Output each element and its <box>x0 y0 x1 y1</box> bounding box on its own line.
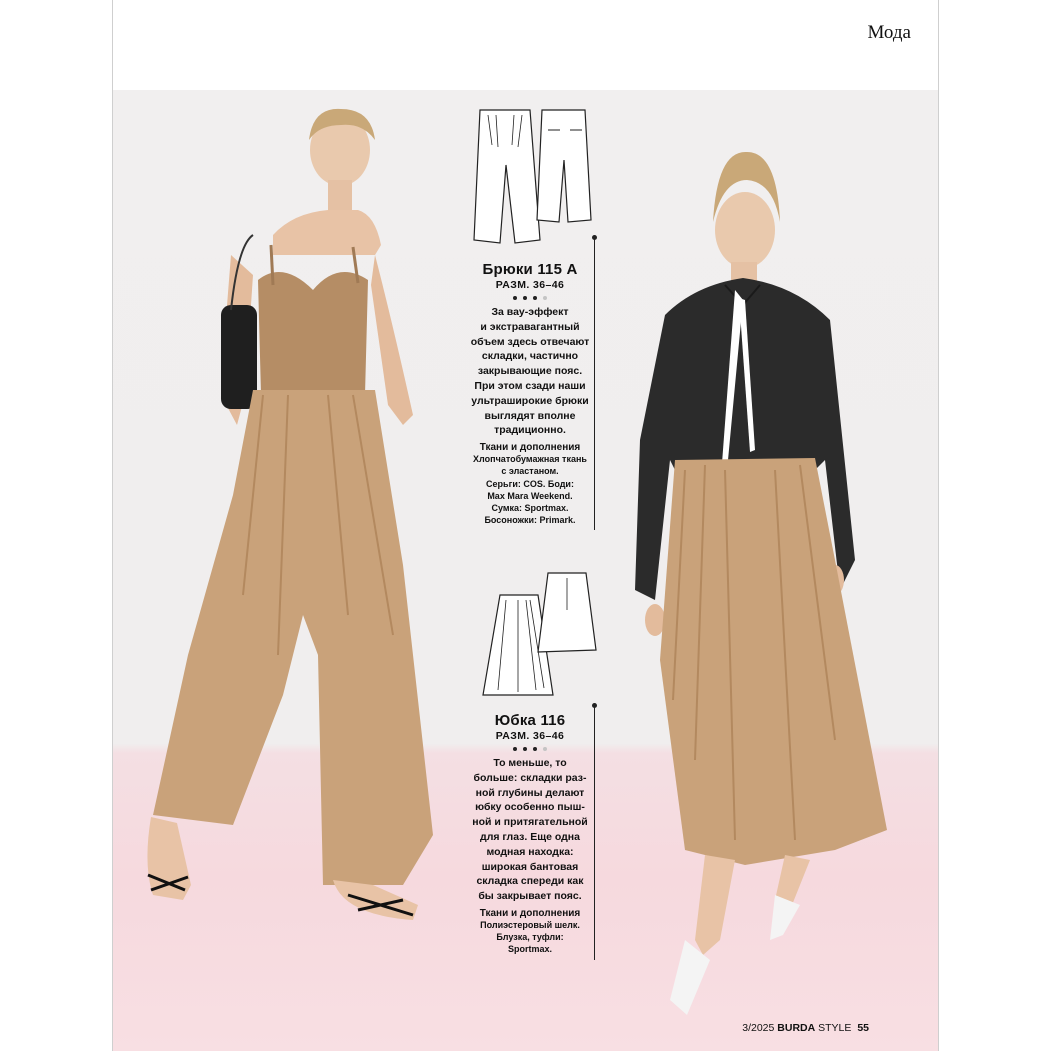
divider-dot-trousers <box>592 235 597 240</box>
fabrics-line: Max Mara Weekend. <box>487 490 573 501</box>
description-line: ной глубины делают <box>475 786 585 799</box>
description-line: для глаз. Еще одна <box>480 830 580 843</box>
description-line: ной и притягательной <box>472 816 588 829</box>
description-line: бы закрывает пояс. <box>478 890 582 903</box>
section-title: Мода <box>867 22 911 43</box>
fabrics-text <box>440 919 620 956</box>
difficulty-dot <box>533 747 537 751</box>
fabrics-line: Sportmax. <box>507 944 552 955</box>
description-line: традиционно. <box>494 424 566 437</box>
item-trousers-block <box>440 261 620 526</box>
description-line: и экстравагантный <box>480 320 580 333</box>
description-line: ультраширокие брюки <box>471 394 589 407</box>
page-edge-right <box>938 0 939 1051</box>
page-number: 55 <box>857 1022 869 1034</box>
fabrics-title: Ткани и дополнения <box>479 907 581 919</box>
description-line: То меньше, то <box>493 757 567 769</box>
technical-drawing-trousers <box>470 105 595 250</box>
difficulty-dot <box>533 296 537 300</box>
fabrics-line: Серьги: COS. Боди: <box>486 478 574 489</box>
description-line: выглядят вполне <box>484 409 576 422</box>
technical-drawing-skirt <box>478 570 603 700</box>
fabrics-title: Ткани и дополнения <box>479 442 581 454</box>
description-line: модная находка: <box>486 845 574 858</box>
description-line: закрывающие пояс. <box>477 365 583 378</box>
difficulty-dot <box>523 296 527 300</box>
fabrics-line: Блузка, туфли: <box>496 932 564 943</box>
brand-name: BURDA <box>777 1022 816 1034</box>
brand-suffix: STYLE <box>818 1022 852 1034</box>
photo-model-trousers <box>113 95 443 925</box>
description-line: складка спереди как <box>476 875 584 888</box>
difficulty-rating <box>440 747 620 751</box>
item-description <box>440 756 620 904</box>
page-footer <box>742 1022 869 1034</box>
difficulty-dot <box>543 747 547 751</box>
description-line: больше: складки раз- <box>473 771 587 784</box>
fabrics-line: Хлопчатобумажная ткань <box>473 454 587 465</box>
divider-dot-skirt <box>592 703 597 708</box>
item-size: РАЗМ. 36–46 <box>495 279 565 291</box>
description-line: За вау-эффект <box>491 306 569 318</box>
fabrics-line: с эластаном. <box>501 466 559 477</box>
issue-number: 3/2025 <box>742 1022 775 1034</box>
description-line: юбку особенно пыш- <box>475 801 585 814</box>
item-size: РАЗМ. 36–46 <box>495 730 565 742</box>
difficulty-dot <box>543 296 547 300</box>
photo-model-skirt <box>625 140 895 1030</box>
item-title: Брюки 115 А <box>482 261 578 278</box>
fabrics-line: Полиэстеровый шелк. <box>480 919 580 930</box>
description-line: широкая бантовая <box>481 860 579 873</box>
difficulty-dot <box>523 747 527 751</box>
description-line: объем здесь отвечают <box>470 335 590 348</box>
item-description <box>440 305 620 438</box>
item-skirt-block <box>440 712 620 956</box>
description-line: складки, частично <box>481 350 579 363</box>
item-title: Юбка 116 <box>494 712 566 729</box>
fabrics-text <box>440 453 620 526</box>
difficulty-rating <box>440 296 620 300</box>
fabrics-line: Босоножки: Primark. <box>484 515 576 526</box>
difficulty-dot <box>513 747 517 751</box>
fabrics-line: Сумка: Sportmax. <box>491 502 569 513</box>
description-line: При этом сзади наши <box>474 379 586 392</box>
difficulty-dot <box>513 296 517 300</box>
